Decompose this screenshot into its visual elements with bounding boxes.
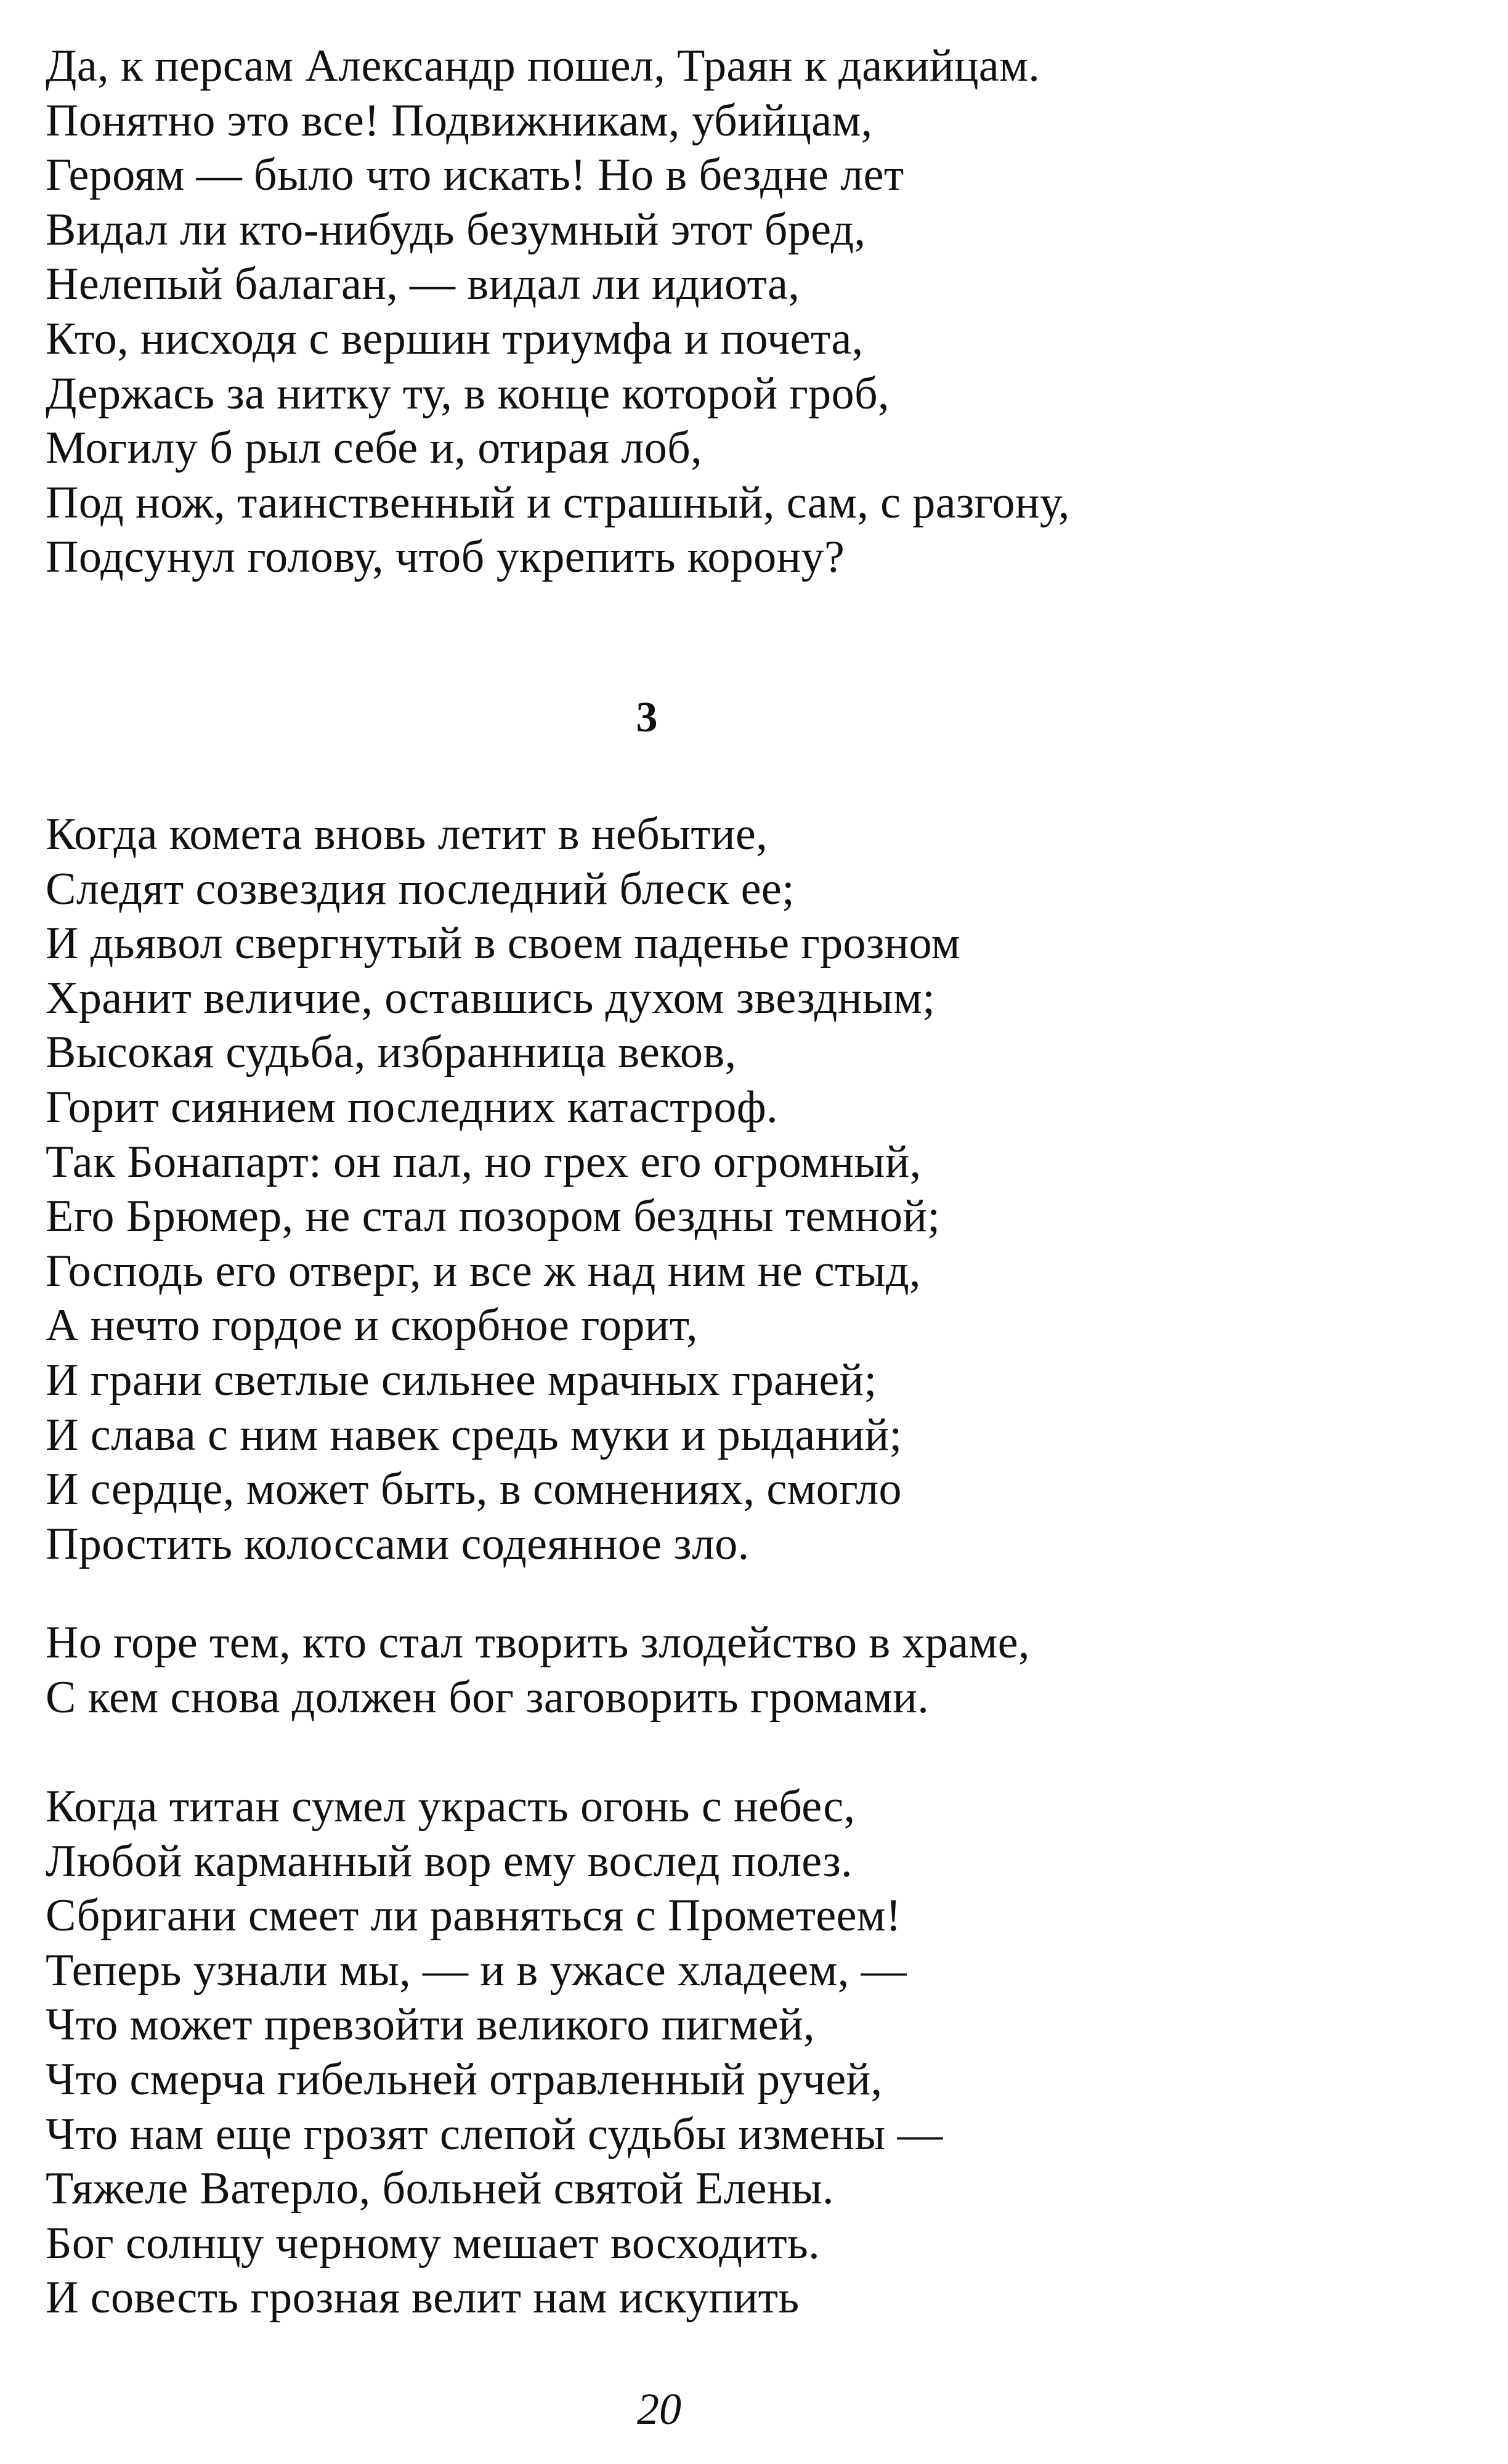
verse-line: И совесть грозная велит нам искупить — [46, 2272, 800, 2324]
verse-line: Теперь узнали мы, — и в ужасе хладеем, — — [46, 1945, 907, 1996]
section-number: 3 — [636, 694, 658, 741]
verse-line: Бог солнцу черному мешает восходить. — [46, 2218, 821, 2269]
verse-line: Высокая судьба, избранница веков, — [46, 1027, 737, 1078]
verse-line: Нелепый балаган, — видал ли идиота, — [46, 259, 800, 310]
verse-line: С кем снова должен бог заговорить громами. — [46, 1672, 930, 1723]
verse-line: Хранит величие, оставшись духом звездным; — [46, 972, 936, 1023]
verse-line: Когда комета вновь летит в небытие, — [46, 809, 768, 860]
stanza-4 — [46, 1779, 1475, 2325]
verse-line: Горит сиянием последних катастроф. — [46, 1081, 779, 1132]
verse-line: Героям — было что искать! Но в бездне лет — [46, 150, 904, 201]
verse-line: Сбригани смеет ли равняться с Прометеем! — [46, 1890, 902, 1942]
stanza-1 — [46, 39, 1475, 585]
stanza-2 — [46, 807, 1475, 1571]
verse-line: И сердце, может быть, в сомнениях, смогло — [46, 1464, 902, 1515]
verse-line: Но горе тем, кто стал творить злодейство в храме, — [46, 1617, 1030, 1668]
verse-line: Следят созвездия последний блеск ее; — [46, 863, 795, 914]
verse-line: Что может превзойти великого пигмей, — [46, 1999, 815, 2051]
verse-line: Что нам еще грозят слепой судьбы измены — — [46, 2108, 943, 2160]
verse-line: Понятно это все! Подвижникам, убийцам, — [46, 95, 873, 146]
verse-line: Когда титан сумел украсть огонь с небес, — [46, 1781, 856, 1832]
verse-line: Подсунул голову, чтоб укрепить корону? — [46, 532, 845, 583]
stanza-3 — [46, 1616, 1475, 1725]
verse-line: Что смерча гибельней отравленный ручей, — [46, 2054, 883, 2105]
verse-line: А нечто гордое и скорбное горит, — [46, 1300, 698, 1351]
verse-line: И дьявол свергнутый в своем паденье грозном — [46, 918, 960, 969]
verse-line: Тяжеле Ватерло, больней святой Елены. — [46, 2163, 834, 2214]
verse-line: Видал ли кто-нибудь безумный этот бред, — [46, 204, 866, 255]
verse-line: И слава с ним навек средь муки и рыданий; — [46, 1409, 902, 1460]
verse-line: Да, к персам Александр пошел, Траян к дакийцам. — [46, 41, 1040, 91]
verse-line: Простить колоссами содеянное зло. — [46, 1518, 750, 1569]
verse-line: Держась за нитку ту, в конце которой гроб, — [46, 368, 890, 419]
verse-line: Любой карманный вор ему вослед полез. — [46, 1836, 853, 1887]
verse-line: И грани светлые сильнее мрачных граней; — [46, 1354, 877, 1405]
verse-line: Так Бонапарт: он пал, но грех его огромный, — [46, 1136, 922, 1187]
page-number: 20 — [637, 2385, 681, 2434]
verse-line: Господь его отверг, и все ж над ним не стыд, — [46, 1245, 921, 1296]
verse-line: Под нож, таинственный и страшный, сам, с разгону, — [46, 477, 1070, 528]
verse-line: Его Брюмер, не стал позором бездны темной; — [46, 1191, 941, 1242]
verse-line: Кто, нисходя с вершин триумфа и почета, — [46, 313, 864, 364]
verse-line: Могилу б рыл себе и, отирая лоб, — [46, 423, 703, 474]
